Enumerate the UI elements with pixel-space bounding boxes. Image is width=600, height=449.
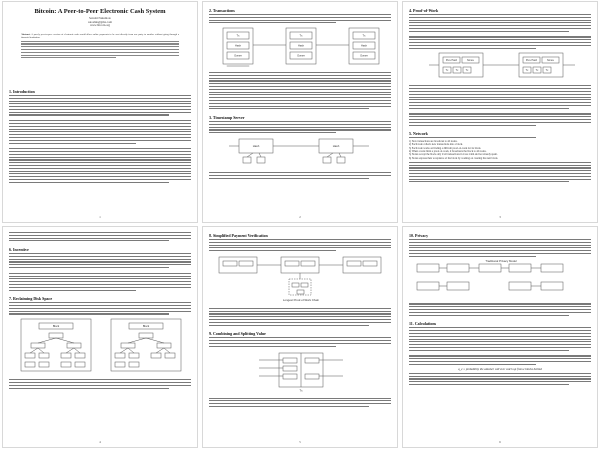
tx-label: Tx (445, 69, 449, 73)
section-heading: 4. Proof-of-Work (409, 8, 439, 13)
section-heading: 8. Simplified Payment Verification (209, 233, 268, 238)
hash-label: Hash (252, 143, 260, 148)
figure-caption: Traditional Privacy Model (485, 259, 517, 264)
hash-label: Hash (360, 44, 368, 48)
block-label: Block (142, 325, 150, 329)
list-item: 4) When a node finds a proof-of-work, it broadcasts the block to all nodes. (409, 149, 487, 153)
merkle-tree-diagram (9, 316, 193, 374)
page-5 (202, 226, 398, 448)
section-heading: 2. Transactions (209, 8, 235, 13)
section-heading: 9. Combining and Splitting Value (209, 331, 266, 337)
section-heading: 3. Timestamp Server (209, 115, 245, 121)
tx-label: Tx (236, 34, 240, 38)
body-text (409, 14, 591, 49)
page-number: 3 (499, 215, 501, 219)
body-text (209, 239, 391, 251)
spv-diagram (209, 253, 393, 303)
tx-label: Tx (545, 69, 549, 73)
section-heading: 10. Privacy (409, 233, 429, 238)
page-2 (202, 1, 398, 223)
abstract (21, 34, 179, 60)
network-steps-list (409, 140, 591, 160)
body-text (409, 137, 591, 138)
prev-hash-label: Prev Hash (445, 59, 458, 63)
owner-label: Owner (234, 54, 242, 58)
body-text (209, 14, 391, 23)
section-heading: 5. Network (409, 131, 428, 137)
tx-label: Tx (362, 34, 366, 38)
body-text (209, 121, 391, 133)
tx-label: Tx (299, 34, 303, 38)
body-text (9, 253, 191, 295)
list-item: 5) Nodes accept the block only if all transactions in it are valid and not already spent. (409, 153, 498, 157)
hash-label: Hash (297, 44, 305, 48)
list-item: 3) Each node works on finding a difficult proof-of-work for its block. (409, 146, 482, 150)
list-item: 2) Each node collects new transactions into a block. (409, 143, 463, 147)
tx-label: Tx (455, 69, 459, 73)
transactions-diagram (209, 25, 393, 67)
body-text (409, 85, 591, 130)
section-heading: 7. Reclaiming Disk Space (9, 296, 53, 302)
body-text (409, 303, 591, 320)
paper-title: Bitcoin: A Peer-to-Peer Electronic Cash System (34, 8, 166, 15)
timestamp-diagram (209, 135, 393, 167)
body-text (409, 327, 591, 364)
tx-label: Tx (299, 388, 303, 392)
proof-of-work-diagram (409, 50, 593, 80)
prev-hash-label: Prev Hash (525, 59, 538, 63)
body-text (209, 72, 391, 114)
body-text (409, 373, 591, 385)
section-heading: 1. Introduction (9, 89, 35, 94)
list-item: 6) Nodes express their acceptance of the block by working on creating the next block. (409, 156, 499, 160)
tx-label: Tx (525, 69, 529, 73)
body-text (409, 162, 591, 183)
abstract-label: Abstract. (21, 33, 31, 36)
nonce-label: Nonce (547, 59, 554, 63)
probability-formula: q_z = probability the attacker will ever catch up from z blocks behind (458, 366, 542, 371)
page-number: 5 (299, 440, 301, 444)
page-number: 6 (499, 440, 501, 444)
author-name: Satoshi Nakamoto (88, 16, 112, 20)
body-text (209, 337, 391, 346)
body-text (209, 308, 391, 330)
body-text (9, 95, 191, 183)
body-text (209, 172, 391, 179)
privacy-model-diagram (409, 258, 593, 298)
owner-label: Owner (297, 54, 305, 58)
page-6 (402, 226, 598, 448)
body-text (209, 398, 391, 407)
body-text (409, 239, 591, 257)
split-value-diagram (209, 349, 393, 393)
hash-label: Hash (234, 44, 242, 48)
abstract-text: A purely peer-to-peer version of electronic cash would allow online payments to be sent directly from one party to another without going through a financial institution. (21, 33, 180, 39)
page-3 (402, 1, 598, 223)
page-number: 1 (99, 215, 101, 219)
owner-label: Owner (360, 54, 368, 58)
block-label: Block (52, 325, 60, 329)
page-number: 2 (299, 215, 301, 219)
figure-caption: Longest Proof-of-Work Chain (282, 297, 320, 302)
body-text (9, 232, 191, 246)
hash-label: Hash (332, 143, 340, 148)
page-4 (2, 226, 198, 448)
author-block (53, 17, 147, 28)
body-text (9, 302, 191, 314)
nonce-label: Nonce (467, 59, 474, 63)
page-1 (2, 1, 198, 223)
tx-label: Tx (535, 69, 539, 73)
page-number: 4 (99, 440, 101, 444)
section-heading: 6. Incentive (9, 247, 29, 253)
list-item: 1) New transactions are broadcast to all nodes. (409, 140, 458, 144)
author-url: www.bitcoin.org (89, 23, 111, 28)
tx-label: Tx (465, 69, 469, 73)
body-text (9, 379, 191, 388)
author-email: satoshin@gmx.com (88, 19, 112, 24)
section-heading: 11. Calculations (409, 321, 437, 327)
